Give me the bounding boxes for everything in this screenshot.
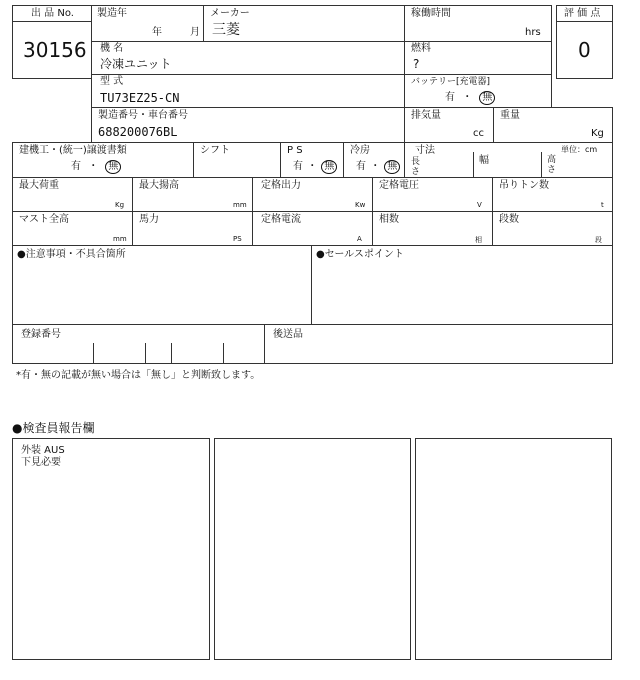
item-no: 30156 — [23, 38, 87, 62]
stages-label: 段数 — [499, 214, 519, 225]
stages-cell — [492, 211, 613, 246]
footnote: *有・無の記載が無い場合は「無し」と判断致します。 — [16, 370, 261, 381]
year-suffix: 年 — [152, 27, 162, 38]
serial-value: 688200076BL — [98, 125, 178, 139]
dimension-cell — [404, 142, 613, 178]
model-name-cell — [91, 41, 405, 75]
rating-cell — [556, 21, 613, 79]
operating-hours-cell — [404, 5, 552, 42]
ps-sep: ・ — [307, 161, 318, 172]
model-type-value: TU73EZ25-CN — [100, 91, 180, 105]
rating-label: 評 価 点 — [564, 8, 601, 19]
reg-divider-4 — [223, 343, 224, 364]
displacement-cell — [404, 107, 494, 143]
horsepower-cell — [132, 211, 253, 246]
inspector-box-3 — [415, 438, 612, 660]
transfer-doc-label: 建機工・(統一)譲渡書類 — [19, 145, 127, 156]
rating-value: 0 — [578, 38, 591, 62]
length-label: 長さ — [411, 157, 421, 177]
item-no-label: 出 品 No. — [31, 8, 74, 19]
reg-divider-1 — [93, 343, 94, 364]
shift-cell — [193, 142, 281, 178]
rated-current-cell — [252, 211, 373, 246]
phase-cell — [372, 211, 493, 246]
maker-label: メーカー — [210, 8, 250, 19]
registration-box — [12, 324, 265, 364]
rated-voltage-label: 定格電圧 — [379, 180, 419, 191]
ps-label: P S — [287, 145, 303, 156]
shift-label: シフト — [200, 145, 230, 156]
hours-unit: hrs — [525, 27, 541, 38]
cooler-label: 冷房 — [350, 145, 370, 156]
max-lift-cell — [132, 177, 253, 212]
battery-yes: 有 — [445, 92, 455, 103]
dimension-unit-note: 単位：cm — [561, 145, 598, 154]
mast-height-unit: mm — [113, 235, 127, 243]
dimension-label: 寸法 — [415, 145, 435, 156]
ps-yes: 有 — [293, 161, 303, 172]
ps-choice — [293, 160, 337, 174]
weight-unit: Kg — [591, 128, 604, 139]
battery-cell — [404, 74, 552, 108]
reg-no-label: 登録番号 — [21, 329, 61, 340]
max-load-label: 最大荷重 — [19, 180, 59, 191]
rated-output-unit: Kw — [355, 201, 366, 209]
dimension-divider-1 — [473, 152, 474, 178]
fuel-value: ? — [413, 57, 420, 71]
inspector-box-2 — [214, 438, 411, 660]
cooler-cell — [343, 142, 405, 178]
item-no-label-cell — [12, 5, 92, 22]
battery-no-circled: 無 — [479, 91, 495, 105]
serial-label: 製造番号・車台番号 — [98, 110, 188, 121]
stages-unit: 段 — [595, 236, 602, 244]
inspector-box-1 — [12, 438, 210, 660]
model-name-label: 機 名 — [100, 43, 124, 54]
shipped-later-label: 後送品 — [273, 329, 303, 340]
displacement-label: 排気量 — [411, 110, 441, 121]
displacement-unit: cc — [473, 128, 484, 139]
caution-label: ●注意事項・不具合箇所 — [17, 249, 126, 260]
rated-output-label: 定格出力 — [261, 180, 301, 191]
rated-current-label: 定格電流 — [261, 214, 301, 225]
height-label: 高さ — [547, 155, 557, 175]
transfer-doc-choice — [71, 160, 121, 174]
battery-choice — [445, 91, 495, 105]
rated-output-cell — [252, 177, 373, 212]
manufacture-year-cell — [91, 5, 204, 42]
rating-label-cell — [556, 5, 613, 22]
manufacture-year-label: 製造年 — [97, 8, 127, 19]
fuel-cell — [404, 41, 552, 75]
max-lift-unit: mm — [233, 201, 247, 209]
caution-box — [12, 245, 312, 325]
rated-current-unit: A — [357, 235, 362, 243]
transfer-doc-cell — [12, 142, 194, 178]
max-lift-label: 最大揚高 — [139, 180, 179, 191]
max-load-cell — [12, 177, 133, 212]
rated-voltage-unit: V — [477, 201, 482, 209]
fuel-label: 燃料 — [411, 43, 431, 54]
item-no-cell — [12, 21, 92, 79]
cooler-yes: 有 — [356, 161, 366, 172]
cooler-choice — [356, 160, 400, 174]
inspector-note-line-1: 外装 AUS — [21, 445, 65, 456]
sales-point-label: ●セールスポイント — [316, 249, 404, 260]
ps-cell — [280, 142, 344, 178]
transfer-yes: 有 — [71, 161, 81, 172]
cooler-no-circled: 無 — [384, 160, 400, 174]
battery-sep: ・ — [462, 92, 473, 103]
hoist-ton-unit: t — [601, 201, 604, 209]
shipped-later-box — [264, 324, 613, 364]
max-load-unit: Kg — [115, 201, 125, 209]
reg-divider-2 — [145, 343, 146, 364]
phase-unit: 相 — [475, 236, 482, 244]
model-type-label: 型 式 — [100, 76, 124, 87]
model-type-cell — [91, 74, 405, 108]
weight-cell — [493, 107, 613, 143]
cooler-sep: ・ — [370, 161, 381, 172]
maker-value: 三菱 — [212, 22, 240, 38]
rated-voltage-cell — [372, 177, 493, 212]
width-label: 幅 — [479, 155, 489, 166]
mast-height-label: マスト全高 — [19, 214, 69, 225]
mast-height-cell — [12, 211, 133, 246]
operating-hours-label: 稼働時間 — [411, 8, 451, 19]
inspector-title: ●検査員報告欄 — [12, 421, 95, 435]
battery-label: バッテリー[充電器] — [411, 77, 491, 87]
maker-cell — [203, 5, 405, 42]
model-name-value: 冷凍ユニット — [100, 57, 172, 71]
serial-cell — [91, 107, 405, 143]
weight-label: 重量 — [500, 110, 520, 121]
ps-no-circled: 無 — [321, 160, 337, 174]
reg-divider-3 — [171, 343, 172, 364]
transfer-no-circled: 無 — [105, 160, 121, 174]
hoist-ton-label: 吊りトン数 — [499, 180, 549, 191]
phase-label: 相数 — [379, 214, 399, 225]
inspector-note-line-2: 下見必要 — [21, 457, 61, 468]
horsepower-label: 馬力 — [139, 214, 159, 225]
sales-point-box — [311, 245, 613, 325]
horsepower-unit: PS — [233, 235, 242, 243]
month-suffix: 月 — [190, 27, 200, 38]
dimension-divider-2 — [541, 152, 542, 178]
transfer-sep: ・ — [88, 161, 99, 172]
hoist-ton-cell — [492, 177, 613, 212]
